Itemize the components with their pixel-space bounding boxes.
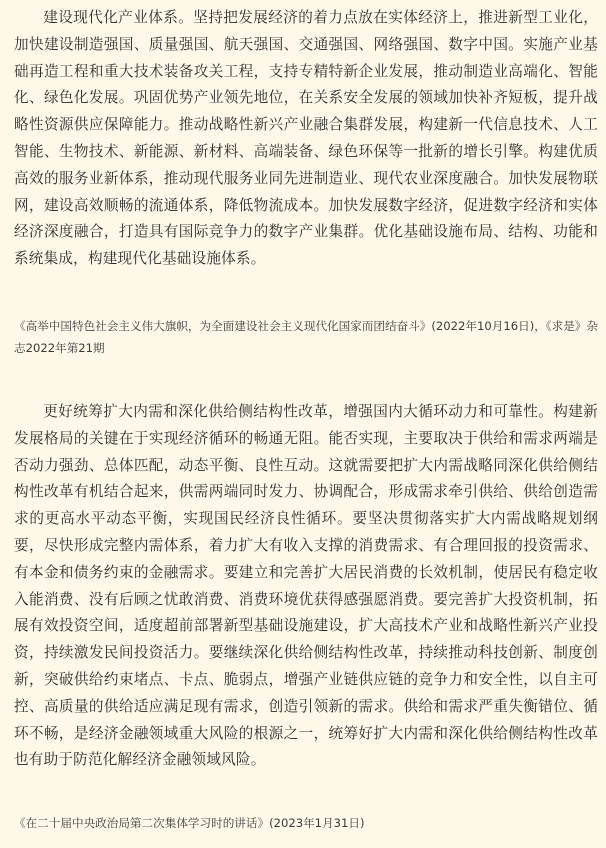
spacer bbox=[14, 359, 598, 399]
spacer bbox=[14, 774, 598, 812]
paragraph-domestic-demand: 更好统筹扩大内需和深化供给侧结构性改革，增强国内大循环动力和可靠性。构建新发展格局的关键在于实现经济循环的畅通无阻。能否实现，主要取决于供给和需求两端是否动力强劲、总体匹配，动态平衡、良性互动。这就需要把扩大内需战略同深化供给侧结构性改革有机结合起来，供需两端同时发力、协调配合，形成需求牵引供给、供给创造需求的更高水平动态平衡，实现国民经济良性循环。要坚决贯彻落实扩大内需战略规划纲要，尽快形成完整内需体系，着力扩大有收入支撑的消费需求、有合理回报的投资需求、有本金和债务约束的金融需求。要建立和完善扩大居民消费的长效机制，使居民有稳定收入能消费、没有后顾之忧敢消费、消费环境优获得感强愿消费。要完善扩大投资机制，拓展有效投资空间，适度超前部署新型基础设施建设，扩大高技术产业和战略性新兴产业投资，持续激发民间投资活力。要继续深化供给侧结构性改革，持续推动科技创新、制度创新，突破供给约束堵点、卡点、脆弱点，增强产业链供应链的竞争力和安全性，以自主可控、高质量的供给适应满足现有需求，创造引领新的需求。供给和需求严重失衡错位、循环不畅，是经济金融领域重大风险的根源之一，统筹好扩大内需和深化供给侧结构性改革也有助于防范化解经济金融领域风险。 bbox=[14, 402, 598, 769]
spacer bbox=[14, 273, 598, 315]
paragraph-industrial-system: 建设现代化产业体系。坚持把发展经济的着力点放在实体经济上，推进新型工业化，加快建设制造强国、质量强国、航天强国、交通强国、网络强国、数字中国。实施产业基础再造工程和重大技术装备攻关工程，支持专精特新企业发展，推动制造业高端化、智能化、绿色化发展。巩固优势产业领先地位，在关系安全发展的领域加快补齐短板，提升战略性资源供应保障能力。推动战略性新兴产业融合集群发展，构建新一代信息技术、人工智能、生物技术、新能源、新材料、高端装备、绿色环保等一批新的增长引擎。构建优质高效的服务业新体系，推动现代服务业同先进制造业、现代农业深度融合。加快发展物联网，建设高效顺畅的流通体系，降低物流成本。加快发展数字经济，促进数字经济和实体经济深度融合，打造具有国际竞争力的数字产业集群。优化基础设施布局、结构、功能和系统集成，构建现代化基础设施体系。 bbox=[14, 9, 598, 268]
source-citation: 《高举中国特色社会主义伟大旗帜，为全面建设社会主义现代化国家而团结奋斗》(2022年10月16日)，《求是》杂志2022年第21期 bbox=[14, 318, 598, 355]
source-citation: 《在二十届中央政治局第二次集体学习时的讲话》(2023年1月31日) bbox=[14, 816, 365, 831]
